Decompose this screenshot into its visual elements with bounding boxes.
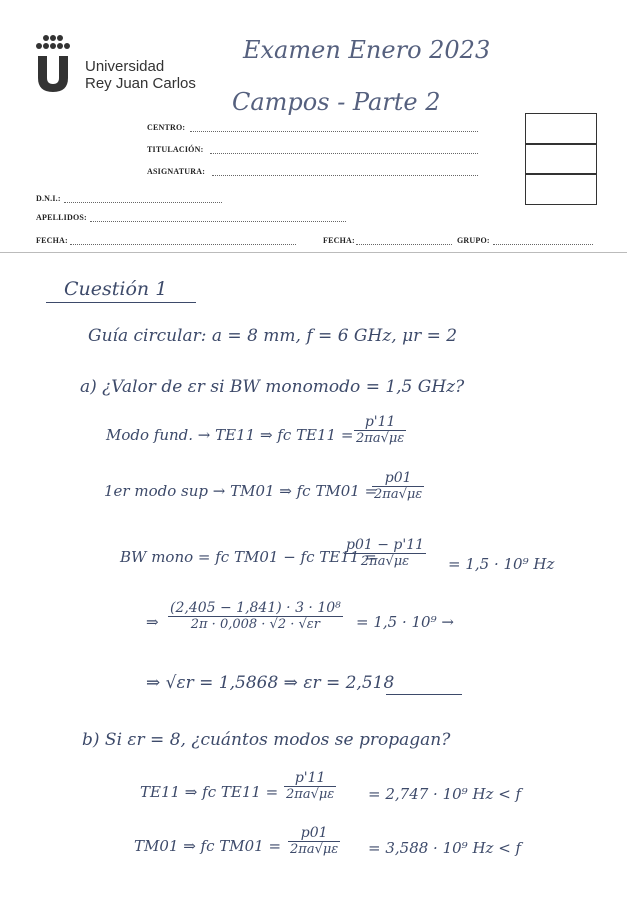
te11-fraction	[284, 770, 336, 802]
bandwidth-result: = 1,5 · 10⁹ Hz	[448, 555, 555, 573]
field-centro-line	[190, 131, 478, 132]
field-apellidos-line	[90, 221, 346, 222]
field-dni-line	[64, 202, 222, 203]
fraction-denominator: 2π · 0,008 · √2 · √εr	[190, 617, 320, 632]
grade-box-3	[525, 173, 597, 205]
section-title: Cuestión 1	[64, 278, 168, 300]
tm01-label: TM01 ⇒ fc TM01 =	[134, 837, 282, 855]
epsilon-result-underline	[386, 694, 462, 695]
part-a-question: a) ¿Valor de εr si BW monomodo = 1,5 GHz?	[80, 377, 465, 397]
field-fecha2-line	[356, 244, 452, 245]
bandwidth-label: BW mono = fc TM01 − fc TE11 =	[120, 548, 377, 566]
first-higher-mode-label: 1er modo sup → TM01 ⇒ fc TM01 =	[104, 482, 378, 500]
fraction-numerator: (2,405 − 1,841) · 3 · 10⁸	[170, 600, 341, 616]
fraction-numerator: p'11	[284, 770, 336, 787]
field-asignatura-label: ASIGNATURA:	[147, 167, 206, 176]
field-centro-label: CENTRO:	[147, 123, 186, 132]
fraction-numerator: p'11	[354, 414, 406, 431]
fraction-denominator: 2πa√με	[374, 487, 423, 502]
fraction-numerator: p01	[288, 825, 340, 842]
field-titulacion-label: TITULACIÓN:	[147, 145, 204, 154]
field-grupo-label: GRUPO:	[457, 236, 490, 245]
university-logo	[34, 34, 72, 92]
calculation-arrow: ⇒	[146, 613, 159, 631]
field-dni-label: D.N.I.:	[36, 194, 61, 203]
university-name	[85, 58, 196, 92]
part-b-question: b) Si εr = 8, ¿cuántos modos se propagan?	[82, 730, 451, 750]
epsilon-result: ⇒ √εr = 1,5868 ⇒ εr = 2,518	[146, 673, 395, 693]
university-line2: Rey Juan Carlos	[85, 75, 196, 92]
field-asignatura-line	[212, 175, 478, 176]
section-title-underline	[46, 302, 196, 303]
calculation-result: = 1,5 · 10⁹ →	[356, 613, 454, 631]
field-fecha2-label: FECHA:	[323, 236, 355, 245]
grade-box-1	[525, 113, 597, 145]
grade-box-2	[525, 143, 597, 175]
logo-icon	[34, 34, 72, 92]
field-fecha1-line	[70, 244, 296, 245]
header-separator	[0, 252, 627, 253]
handwritten-exam-title: Examen Enero 2023	[243, 36, 491, 64]
calculation-fraction	[168, 600, 343, 632]
first-higher-mode-fraction	[372, 470, 424, 502]
fundamental-mode-label: Modo fund. → TE11 ⇒ fc TE11 =	[106, 426, 354, 444]
te11-label: TE11 ⇒ fc TE11 =	[140, 783, 279, 801]
bandwidth-fraction	[344, 537, 426, 569]
field-fecha1-label: FECHA:	[36, 236, 68, 245]
handwritten-exam-subtitle: Campos - Parte 2	[232, 88, 441, 116]
field-apellidos-label: APELLIDOS:	[36, 213, 87, 222]
fraction-numerator: p01 − p'11	[346, 537, 425, 553]
fraction-denominator: 2πa√με	[356, 431, 405, 446]
fraction-denominator: 2πa√με	[286, 787, 335, 802]
field-titulacion-line	[210, 153, 478, 154]
university-line1: Universidad	[85, 58, 165, 75]
field-grupo-line	[493, 244, 593, 245]
tm01-fraction	[288, 825, 340, 857]
te11-result: = 2,747 · 10⁹ Hz < f	[368, 785, 522, 803]
tm01-result: = 3,588 · 10⁹ Hz < f	[368, 839, 522, 857]
fraction-denominator: 2πa√με	[290, 842, 339, 857]
fraction-numerator: p01	[372, 470, 424, 487]
fundamental-mode-fraction	[354, 414, 406, 446]
problem-statement: Guía circular: a = 8 mm, f = 6 GHz, μr = 2	[88, 326, 458, 346]
fraction-denominator: 2πa√με	[360, 554, 410, 569]
